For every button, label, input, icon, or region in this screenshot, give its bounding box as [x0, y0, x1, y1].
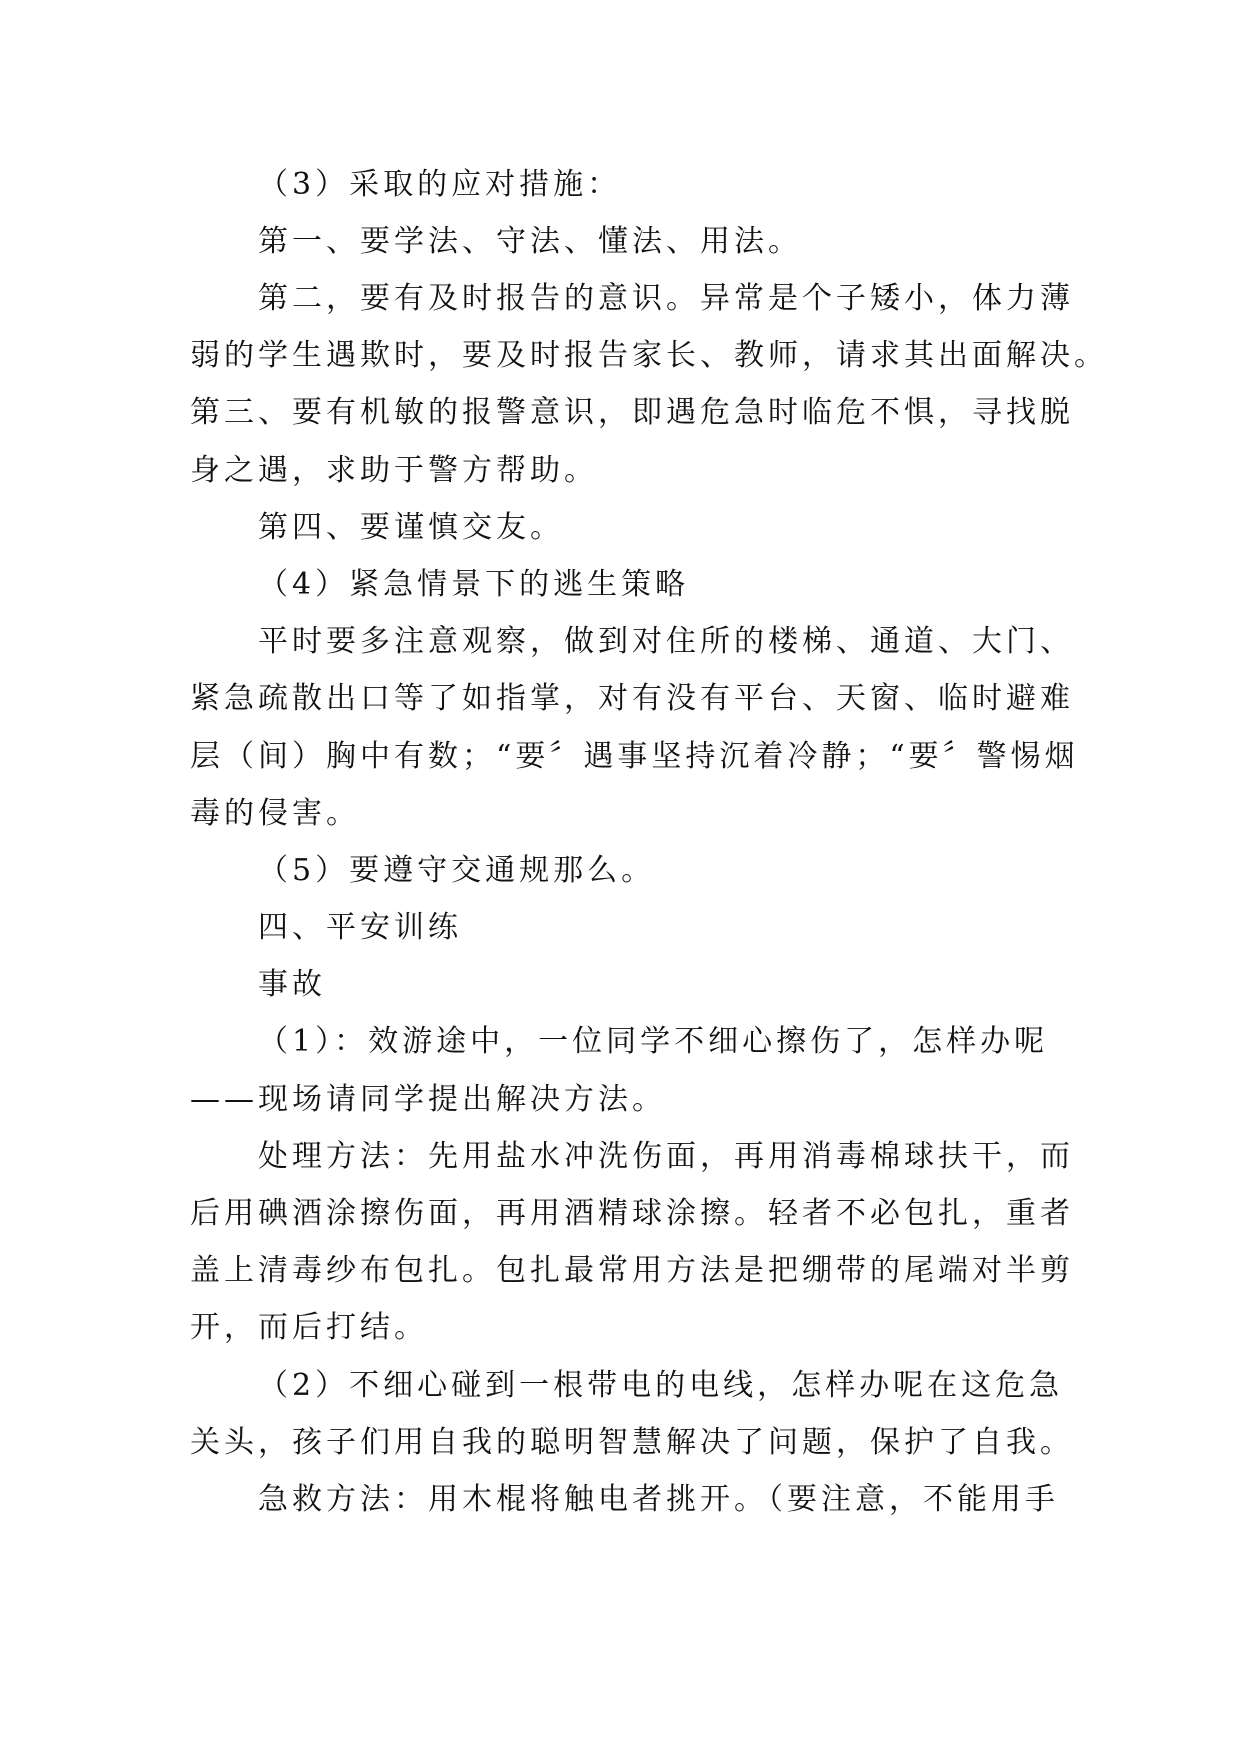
text-line-6: 身之遇，求助于警方帮助。 — [190, 453, 598, 488]
text-line-9: 平时要多注意观察，做到对住所的楼梯、通道、大门、 — [258, 624, 1074, 659]
text-line-20: 盖上清毒纱布包扎。包扎最常用方法是把绷带的尾端对半剪 — [190, 1253, 1074, 1288]
text-line-3: 第二，要有及时报告的意识。异常是个子矮小，体力薄 — [258, 281, 1074, 316]
text-line-23: 关头，孩子们用自我的聪明智慧解决了问题，保护了自我。 — [190, 1425, 1074, 1460]
text-line-22: （2）不细心碰到一根带电的电线，怎样办呢在这危急 — [258, 1368, 1064, 1403]
text-line-14: 四、平安训练 — [258, 910, 462, 945]
text-line-11: 层（间）胸中有数；“要〞遇事坚持沉着冷静；“要〞警惕烟 — [190, 739, 1079, 774]
text-line-12: 毒的侵害。 — [190, 796, 360, 831]
text-line-24: 急救方法：用木棍将触电者挑开。（要注意，不能用手 — [258, 1482, 1059, 1517]
text-line-1: （3）采取的应对措施： — [258, 167, 622, 202]
text-line-17: ——现场请同学提出解决方法。 — [190, 1082, 666, 1117]
text-line-13: （5）要遵守交通规那么。 — [258, 853, 656, 888]
text-line-10: 紧急疏散出口等了如指掌，对有没有平台、天窗、临时避难 — [190, 681, 1074, 716]
text-line-21: 开，而后打结。 — [190, 1310, 428, 1345]
text-line-15: 事故 — [258, 967, 326, 1002]
text-line-18: 处理方法：先用盐水冲洗伤面，再用消毒棉球扶干，而 — [258, 1139, 1074, 1174]
text-line-16: （1）：效游途中，一位同学不细心擦伤了，怎样办呢 — [258, 1024, 1049, 1059]
text-line-8: （4）紧急情景下的逃生策略 — [258, 567, 690, 602]
text-line-2: 第一、要学法、守法、懂法、用法。 — [258, 224, 802, 259]
text-line-4: 弱的学生遇欺时，要及时报告家长、教师，请求其出面解决。 — [190, 338, 1108, 373]
text-line-7: 第四、要谨慎交友。 — [258, 510, 564, 545]
text-line-19: 后用碘酒涂擦伤面，再用酒精球涂擦。轻者不必包扎，重者 — [190, 1196, 1074, 1231]
text-line-5: 第三、要有机敏的报警意识，即遇危急时临危不惧，寻找脱 — [190, 395, 1074, 430]
